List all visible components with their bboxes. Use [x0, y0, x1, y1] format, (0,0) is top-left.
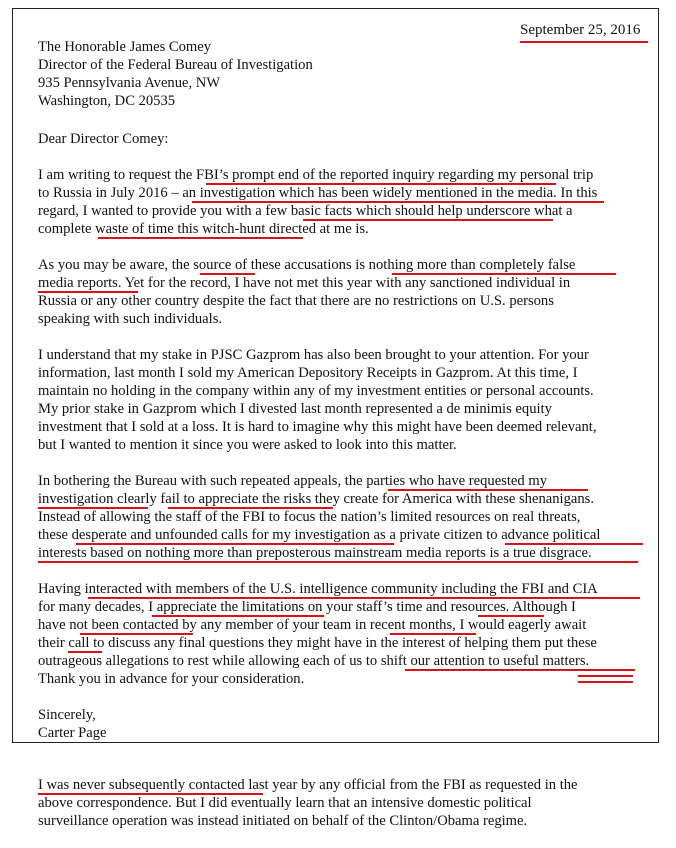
underline-mark: [390, 633, 476, 635]
text-line: for many decades, I appreciate the limitations on your staff’s time and resources. Although I: [38, 599, 576, 615]
underline-mark: [392, 273, 616, 275]
text-line: I understand that my stake in PJSC Gazprom has also been brought to your attention. For your: [38, 347, 589, 363]
address-line: Washington, DC 20535: [38, 93, 176, 109]
underline-mark: [578, 681, 633, 683]
underline-mark: [98, 237, 303, 239]
text-line: investigation clearly fail to appreciate the risks they create for America with these shenanigans.: [38, 491, 594, 507]
underline-mark: [152, 615, 324, 617]
text-line: but I wanted to mention it since you were asked to look into this matter.: [38, 437, 457, 453]
closing: Sincerely,: [38, 707, 96, 723]
letter-date: September 25, 2016: [520, 22, 641, 38]
text-line: I am writing to request the FBI’s prompt end of the reported inquiry regarding my personal trip: [38, 167, 594, 183]
text-line: investment that I sold at a loss. It is hard to imagine why this might have been deemed relevant,: [38, 419, 597, 435]
underline-mark: [578, 675, 633, 677]
address-line: The Honorable James Comey: [38, 39, 212, 55]
underline-mark: [520, 41, 648, 43]
text-line: In bothering the Bureau with such repeated appeals, the parties who have requested my: [38, 473, 547, 489]
text-line: interests based on nothing more than preposterous mainstream media reports is a true disgrace.: [38, 545, 592, 561]
text-line: these desperate and unfounded calls for my investigation as a private citizen to advance political: [38, 527, 601, 543]
text-line: Having interacted with members of the U.S. intelligence community including the FBI and CIA: [38, 581, 598, 597]
text-line: information, last month I sold my American Depository Receipts in Gazprom. At this time, I: [38, 365, 578, 381]
text-line: My prior stake in Gazprom which I divested last month represented a de minimis equity: [38, 401, 552, 417]
underline-mark: [88, 597, 640, 599]
underline-mark: [38, 793, 263, 795]
underline-mark: [505, 543, 643, 545]
address-line: 935 Pennsylvania Avenue, NW: [38, 75, 221, 91]
text-line: Thank you in advance for your consideration.: [38, 671, 305, 687]
text-line: outrageous allegations to rest while allowing each of us to shift our attention to useful matters.: [38, 653, 590, 669]
text-line: maintain no holding in the company within any of my investment entities or personal accounts.: [38, 383, 594, 399]
underline-mark: [38, 507, 148, 509]
underline-mark: [388, 489, 588, 491]
text-line: have not been contacted by any member of your team in recent months, I would eagerly await: [38, 617, 587, 633]
text-line: Russia or any other country despite the fact that there are no restrictions on U.S. persons: [38, 293, 554, 309]
underline-mark: [68, 651, 102, 653]
text-line: above correspondence. But I did eventually learn that an intensive domestic political: [38, 795, 532, 811]
salutation: Dear Director Comey:: [38, 131, 169, 147]
text-line: speaking with such individuals.: [38, 311, 223, 327]
text-line: their call to discuss any final questions they might have in the interest of helping them put these: [38, 635, 597, 651]
text-line: surveillance operation was instead initiated on behalf of the Clinton/Obama regime.: [38, 813, 528, 829]
underline-mark: [192, 201, 604, 203]
underline-mark: [168, 507, 333, 509]
address-line: Director of the Federal Bureau of Investigation: [38, 57, 313, 73]
text-line: As you may be aware, the source of these accusations is nothing more than completely false: [38, 257, 576, 273]
underline-mark: [38, 291, 138, 293]
underline-mark: [76, 543, 394, 545]
text-line: media reports. Yet for the record, I have not met this year with any sanctioned individual in: [38, 275, 571, 291]
underline-mark: [303, 219, 553, 221]
underline-mark: [405, 669, 635, 671]
text-line: Instead of allowing the staff of the FBI to focus the nation’s limited resources on real threats,: [38, 509, 581, 525]
text-line: to Russia in July 2016 – an investigation which has been widely mentioned in the media. In this: [38, 185, 598, 201]
underline-mark: [200, 273, 255, 275]
text-line: regard, I wanted to provide you with a few basic facts which should help underscore what a: [38, 203, 573, 219]
underline-mark: [206, 183, 556, 185]
underline-mark: [478, 615, 544, 617]
signature: Carter Page: [38, 725, 107, 741]
underline-mark: [38, 561, 638, 563]
text-line: I was never subsequently contacted last year by any official from the FBI as requested in the: [38, 777, 578, 793]
underline-mark: [80, 633, 193, 635]
text-line: complete waste of time this witch-hunt directed at me is.: [38, 221, 369, 237]
